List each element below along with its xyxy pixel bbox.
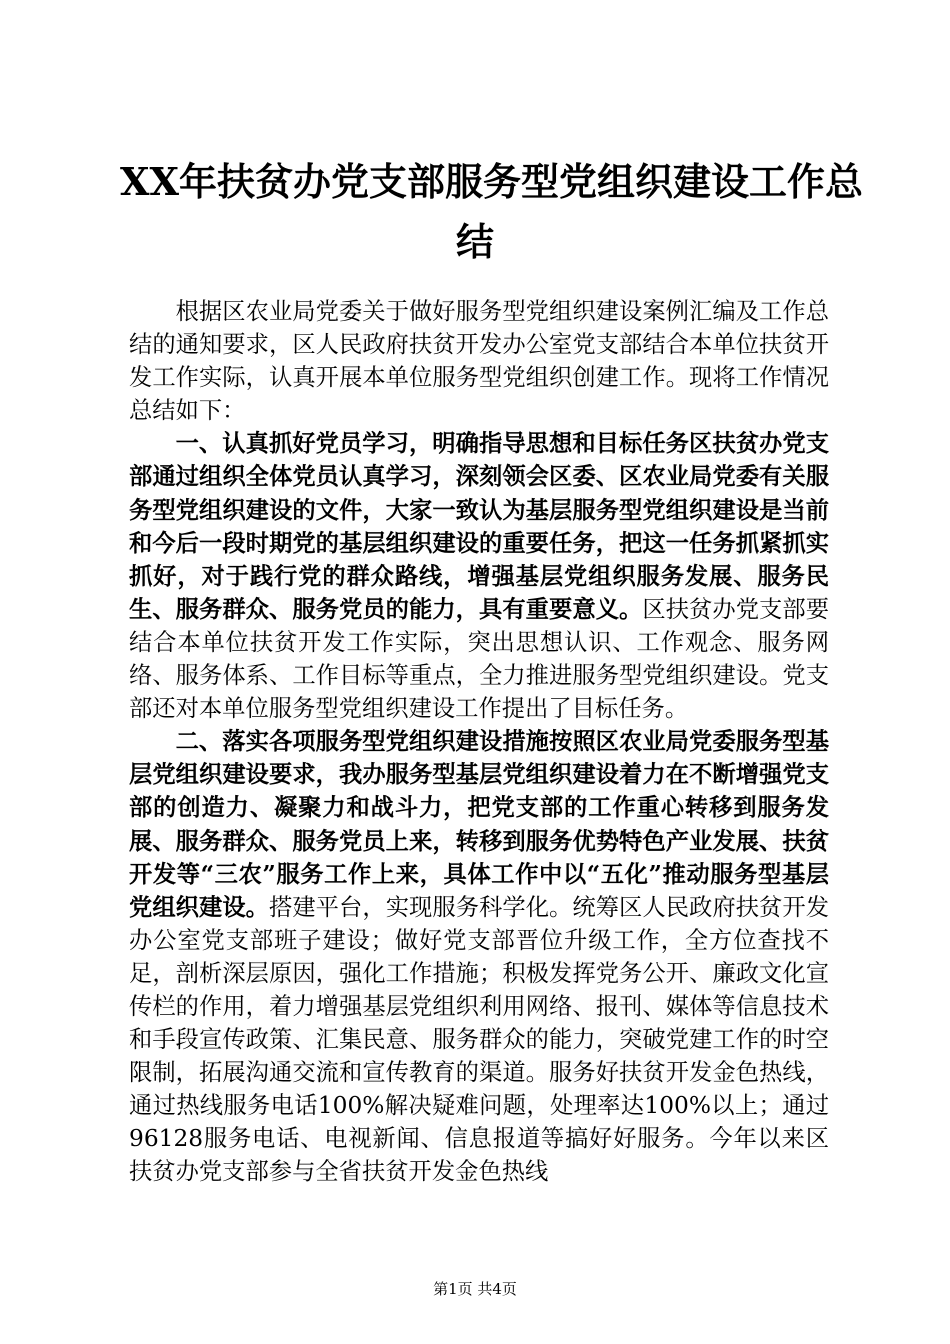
section-2-heading: 二、落实各项服务型党组织建设措施按照区农业局党委服务型基层党组织建设要求，我办服务型基层党组织建设着力在不断增强党支部的创造力、凝聚力和战斗力，把党支部的工作重心转移到服务发展、服务群众、服务党员上来，转移到服务优势特色产业发展、扶贫开发等“三农”服务工作上来，具体工作中以“五化”推动服务型基层党组织建设。: [129, 728, 829, 921]
page-footer: 第1页 共4页: [433, 1280, 517, 1298]
paragraph-section-2: [129, 725, 829, 1188]
document-title-line-2: 结: [455, 219, 494, 264]
paragraph-section-1: [129, 427, 829, 725]
paragraph-intro: [129, 295, 829, 427]
section-1-text: 区扶贫办党支部要结合本单位扶贫开发工作实际，突出思想认识、工作观念、服务网络、服务体系、工作目标等重点，全力推进服务型党组织建设。党支部还对本单位服务型党组织建设工作提出了目标任务。: [129, 595, 830, 723]
document-title-line-1: XX年扶贫办党支部服务型党组织建设工作总: [120, 159, 863, 204]
document-body: [129, 295, 829, 1189]
section-2-text: 搭建平台，实现服务科学化。统筹区人民政府扶贫开发办公室党支部班子建设；做好党支部晋位升级工作，全方位查找不足，剖析深层原因，强化工作措施；积极发挥党务公开、廉政文化宣传栏的作用，着力增强基层党组织利用网络、报刊、媒体等信息技术和手段宣传政策、汇集民意、服务群众的能力，突破党建工作的时空限制，拓展沟通交流和宣传教育的渠道。服务好扶贫开发金色热线，通过热线服务电话100%解决疑难问题，处理率达100%以上；通过96128服务电话、电视新闻、信息报道等搞好好服务。今年以来区扶贫办党支部参与全省扶贫开发金色热线: [129, 893, 830, 1186]
paragraph-intro-text: 根据区农业局党委关于做好服务型党组织建设案例汇编及工作总结的通知要求，区人民政府扶贫开发办公室党支部结合本单位扶贫开发工作实际，认真开展本单位服务型党组织创建工作。现将工作情况总结如下：: [129, 298, 829, 425]
section-1-heading: 一、认真抓好党员学习，明确指导思想和目标任务区扶贫办党支部通过组织全体党员认真学习，深刻领会区委、区农业局党委有关服务型党组织建设的文件，大家一致认为基层服务型党组织建设是当前和今后一段时期党的基层组织建设的重要任务，把这一任务抓紧抓实抓好，对于践行党的群众路线，增强基层党组织服务发展、服务民生、服务群众、服务党员的能力，具有重要意义。: [129, 430, 829, 623]
